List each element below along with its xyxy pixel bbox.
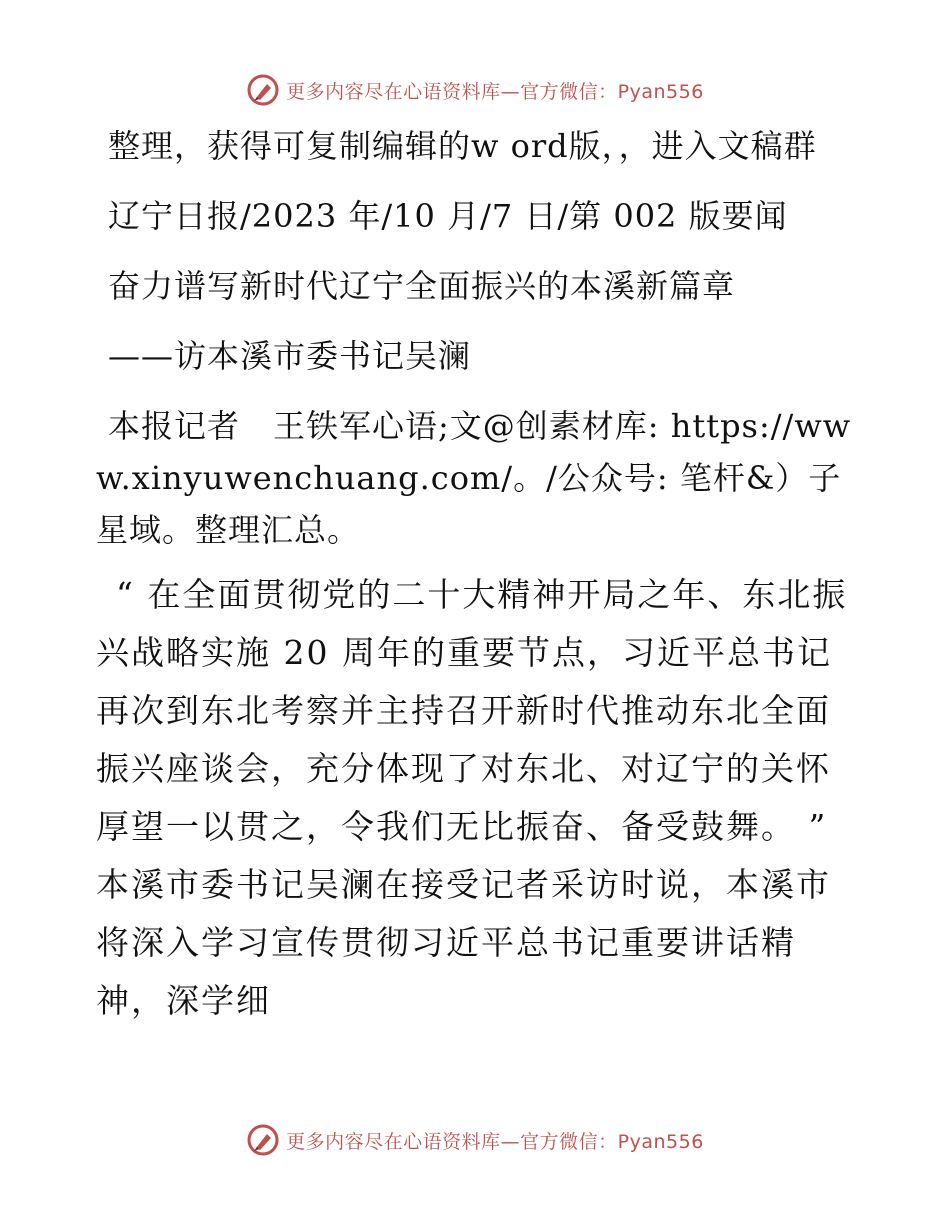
header-watermark-text: 更多内容尽在心语资料库—官方微信：Pyan556 <box>286 80 704 103</box>
reporter-line: 本报记者 王铁军心语;文@创素材库: https://www.xinyuwenchuang.com/。/公众号: 笔杆&）子星域。整理汇总。 <box>96 407 852 549</box>
intro-line: 整理，获得可复制编辑的w ord版，，进入文稿群 <box>108 127 817 165</box>
source-line: 辽宁日报/2023 年/10 月/7 日/第 002 版要闻 <box>108 197 788 235</box>
body-paragraph: “ 在全面贯彻党的二十大精神开局之年、东北振兴战略实施 20 周年的重要节点，习近平总书记再次到东北考察并主持召开新时代推动东北全面振兴座谈会，充分体现了对东北、对辽宁的关怀厚望一以贯之，令我们无比振奋、备受鼓舞。 ” 本溪市委书记吴澜在接受记者采访时说，本溪市将深入学习宣传贯彻习近平总书记重要讲话精神，深学细 <box>96 575 848 1020</box>
article-title: 奋力谱写新时代辽宁全面振兴的本溪新篇章 <box>108 267 736 305</box>
footer-watermark <box>0 1120 950 1160</box>
document-body <box>96 120 856 1030</box>
pen-nib-circle-icon <box>246 1123 280 1157</box>
header-watermark <box>0 70 950 110</box>
pen-nib-circle-icon <box>246 73 280 107</box>
footer-watermark-text: 更多内容尽在心语资料库—官方微信：Pyan556 <box>286 1130 704 1153</box>
article-subtitle: ——访本溪市委书记吴澜 <box>108 337 472 375</box>
